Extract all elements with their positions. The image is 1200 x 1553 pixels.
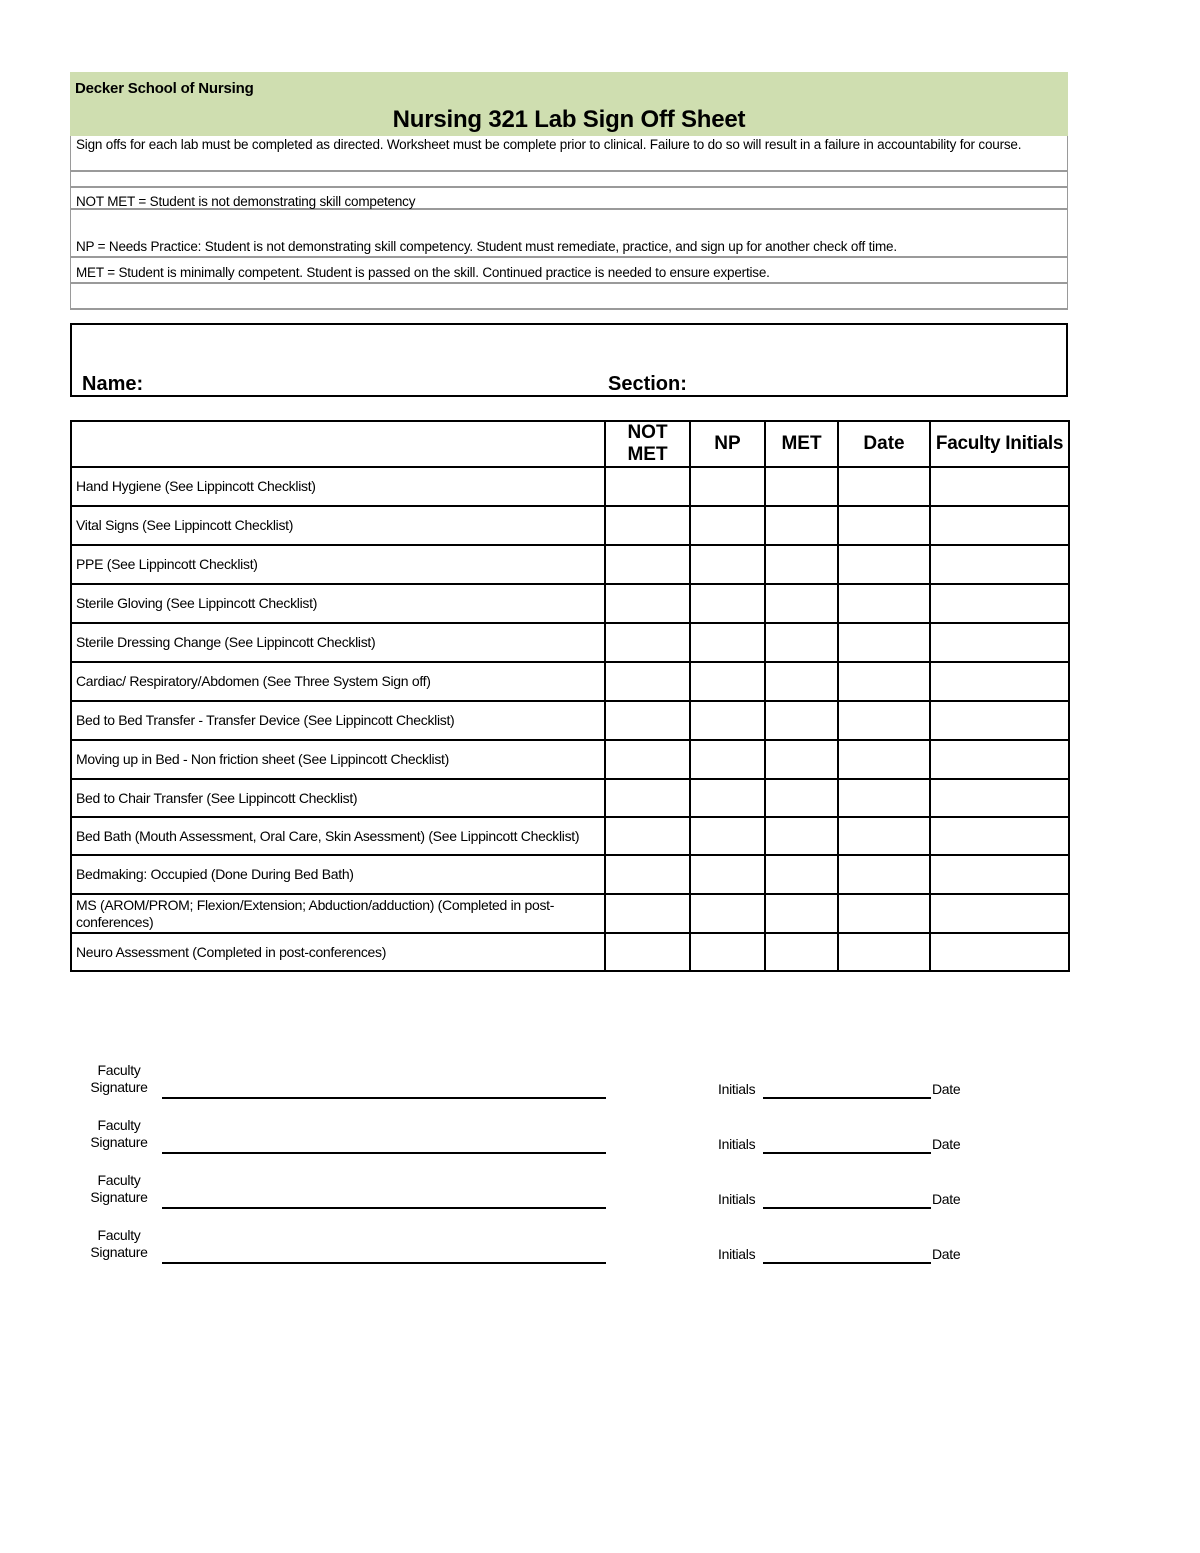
np-cell[interactable] [690, 662, 765, 701]
not-met-cell[interactable] [605, 933, 690, 971]
initials-line[interactable] [763, 1152, 931, 1154]
np-cell[interactable] [690, 467, 765, 506]
table-row [71, 662, 1069, 701]
skill-name: MS (AROM/PROM; Flexion/Extension; Abduction/adduction) (Completed in post-conferences) [71, 894, 605, 933]
skills-table [70, 420, 1070, 972]
initials-label: Initials [718, 1081, 756, 1097]
not-met-cell[interactable] [605, 855, 690, 894]
signature-row [0, 1062, 1200, 1102]
np-cell[interactable] [690, 584, 765, 623]
faculty-label-line2: Signature [90, 1079, 148, 1095]
table-row [71, 779, 1069, 817]
faculty-signature-line[interactable] [162, 1097, 606, 1099]
faculty-initials-cell[interactable] [930, 855, 1069, 894]
met-cell[interactable] [765, 662, 838, 701]
date-cell[interactable] [838, 623, 930, 662]
signature-row [0, 1117, 1200, 1157]
np-cell[interactable] [690, 933, 765, 971]
not-met-cell[interactable] [605, 623, 690, 662]
skill-name: Bedmaking: Occupied (Done During Bed Bath) [71, 855, 605, 894]
faculty-initials-cell[interactable] [930, 740, 1069, 779]
blank-row [70, 172, 1068, 188]
not-met-cell[interactable] [605, 779, 690, 817]
np-cell[interactable] [690, 855, 765, 894]
column-header-np: NP [690, 421, 765, 467]
section-label: Section: [608, 373, 687, 395]
not-met-cell[interactable] [605, 545, 690, 584]
table-row [71, 701, 1069, 740]
met-cell[interactable] [765, 506, 838, 545]
table-row [71, 467, 1069, 506]
date-label: Date [932, 1136, 961, 1152]
date-cell[interactable] [838, 545, 930, 584]
faculty-initials-cell[interactable] [930, 545, 1069, 584]
faculty-initials-cell[interactable] [930, 817, 1069, 855]
met-definition: MET = Student is minimally competent. Student is passed on the skill. Continued practice is needed to ensure expertise. [70, 258, 1068, 284]
sign-off-sheet-header [70, 72, 1068, 310]
met-cell[interactable] [765, 855, 838, 894]
initials-label: Initials [718, 1136, 756, 1152]
intro-text: Sign offs for each lab must be completed as directed. Worksheet must be complete prior to clinical. Failure to do so will result in a failure in accountability for course. [70, 136, 1068, 172]
met-cell[interactable] [765, 701, 838, 740]
skill-name: Hand Hygiene (See Lippincott Checklist) [71, 467, 605, 506]
faculty-initials-cell[interactable] [930, 623, 1069, 662]
skill-name: Sterile Dressing Change (See Lippincott Checklist) [71, 623, 605, 662]
faculty-label-line1: Faculty [97, 1227, 141, 1243]
column-header-date: Date [838, 421, 930, 467]
date-cell[interactable] [838, 894, 930, 933]
not-met-cell[interactable] [605, 506, 690, 545]
initials-label: Initials [718, 1246, 756, 1262]
faculty-signature-label [80, 1227, 158, 1261]
faculty-initials-cell[interactable] [930, 933, 1069, 971]
date-cell[interactable] [838, 740, 930, 779]
date-cell[interactable] [838, 584, 930, 623]
date-cell[interactable] [838, 933, 930, 971]
np-cell[interactable] [690, 740, 765, 779]
skill-name: Sterile Gloving (See Lippincott Checklist) [71, 584, 605, 623]
table-row [71, 506, 1069, 545]
date-cell[interactable] [838, 701, 930, 740]
np-cell[interactable] [690, 623, 765, 662]
not-met-cell[interactable] [605, 701, 690, 740]
skill-name: Vital Signs (See Lippincott Checklist) [71, 506, 605, 545]
skill-name: Neuro Assessment (Completed in post-conferences) [71, 933, 605, 971]
not-met-cell[interactable] [605, 584, 690, 623]
skill-name: Bed Bath (Mouth Assessment, Oral Care, Skin Asessment) (See Lippincott Checklist) [71, 817, 605, 855]
name-label: Name: [82, 373, 144, 395]
faculty-initials-cell[interactable] [930, 584, 1069, 623]
met-cell[interactable] [765, 817, 838, 855]
blank-row [70, 284, 1068, 310]
np-cell[interactable] [690, 545, 765, 584]
table-row [71, 894, 1069, 933]
initials-line[interactable] [763, 1097, 931, 1099]
date-label: Date [932, 1191, 961, 1207]
table-header-row [71, 421, 1069, 467]
column-header-faculty-initials: Faculty Initials [930, 421, 1069, 467]
met-cell[interactable] [765, 779, 838, 817]
date-cell[interactable] [838, 662, 930, 701]
faculty-label-line2: Signature [90, 1134, 148, 1150]
date-cell[interactable] [838, 817, 930, 855]
met-cell[interactable] [765, 623, 838, 662]
date-cell[interactable] [838, 855, 930, 894]
date-cell[interactable] [838, 779, 930, 817]
signature-row [0, 1227, 1200, 1267]
skill-name: Bed to Bed Transfer - Transfer Device (See Lippincott Checklist) [71, 701, 605, 740]
met-cell[interactable] [765, 740, 838, 779]
date-cell[interactable] [838, 467, 930, 506]
table-row [71, 855, 1069, 894]
faculty-signature-line[interactable] [162, 1207, 606, 1209]
faculty-initials-cell[interactable] [930, 779, 1069, 817]
not-met-cell[interactable] [605, 740, 690, 779]
not-met-cell[interactable] [605, 894, 690, 933]
column-header-not-met: NOT MET [605, 421, 690, 467]
initials-line[interactable] [763, 1207, 931, 1209]
date-cell[interactable] [838, 506, 930, 545]
faculty-label-line2: Signature [90, 1189, 148, 1205]
table-row [71, 817, 1069, 855]
faculty-label-line1: Faculty [97, 1062, 141, 1078]
faculty-initials-cell[interactable] [930, 894, 1069, 933]
table-row [71, 584, 1069, 623]
column-header-skill [71, 421, 605, 467]
table-row [71, 623, 1069, 662]
table-row [71, 933, 1069, 971]
np-cell[interactable] [690, 894, 765, 933]
header-band [70, 72, 1068, 136]
faculty-initials-cell[interactable] [930, 701, 1069, 740]
skill-name: Bed to Chair Transfer (See Lippincott Checklist) [71, 779, 605, 817]
faculty-label-line1: Faculty [97, 1117, 141, 1133]
initials-label: Initials [718, 1191, 756, 1207]
not-met-cell[interactable] [605, 467, 690, 506]
faculty-signature-label [80, 1117, 158, 1151]
not-met-definition: NOT MET = Student is not demonstrating skill competency [70, 188, 1068, 210]
met-cell[interactable] [765, 894, 838, 933]
np-definition: NP = Needs Practice: Student is not demonstrating skill competency. Student must remediate, practice, and sign up for another check off time. [70, 210, 1068, 258]
met-cell[interactable] [765, 584, 838, 623]
met-cell[interactable] [765, 933, 838, 971]
faculty-signature-label [80, 1062, 158, 1096]
school-name: Decker School of Nursing [75, 80, 254, 97]
faculty-signature-label [80, 1172, 158, 1206]
date-label: Date [932, 1246, 961, 1262]
initials-line[interactable] [763, 1262, 931, 1264]
faculty-initials-cell[interactable] [930, 506, 1069, 545]
faculty-label-line1: Faculty [97, 1172, 141, 1188]
faculty-signature-line[interactable] [162, 1152, 606, 1154]
not-met-cell[interactable] [605, 662, 690, 701]
np-cell[interactable] [690, 779, 765, 817]
table-row [71, 545, 1069, 584]
date-label: Date [932, 1081, 961, 1097]
met-cell[interactable] [765, 545, 838, 584]
skill-name: Moving up in Bed - Non friction sheet (See Lippincott Checklist) [71, 740, 605, 779]
faculty-signature-line[interactable] [162, 1262, 606, 1264]
np-cell[interactable] [690, 701, 765, 740]
np-cell[interactable] [690, 506, 765, 545]
not-met-cell[interactable] [605, 817, 690, 855]
skill-name: Cardiac/ Respiratory/Abdomen (See Three System Sign off) [71, 662, 605, 701]
faculty-initials-cell[interactable] [930, 662, 1069, 701]
np-cell[interactable] [690, 817, 765, 855]
faculty-initials-cell[interactable] [930, 467, 1069, 506]
page-title: Nursing 321 Lab Sign Off Sheet [392, 106, 746, 133]
student-info-box [70, 323, 1068, 397]
column-header-met: MET [765, 421, 838, 467]
met-cell[interactable] [765, 467, 838, 506]
faculty-label-line2: Signature [90, 1244, 148, 1260]
table-row [71, 740, 1069, 779]
signature-row [0, 1172, 1200, 1212]
skill-name: PPE (See Lippincott Checklist) [71, 545, 605, 584]
